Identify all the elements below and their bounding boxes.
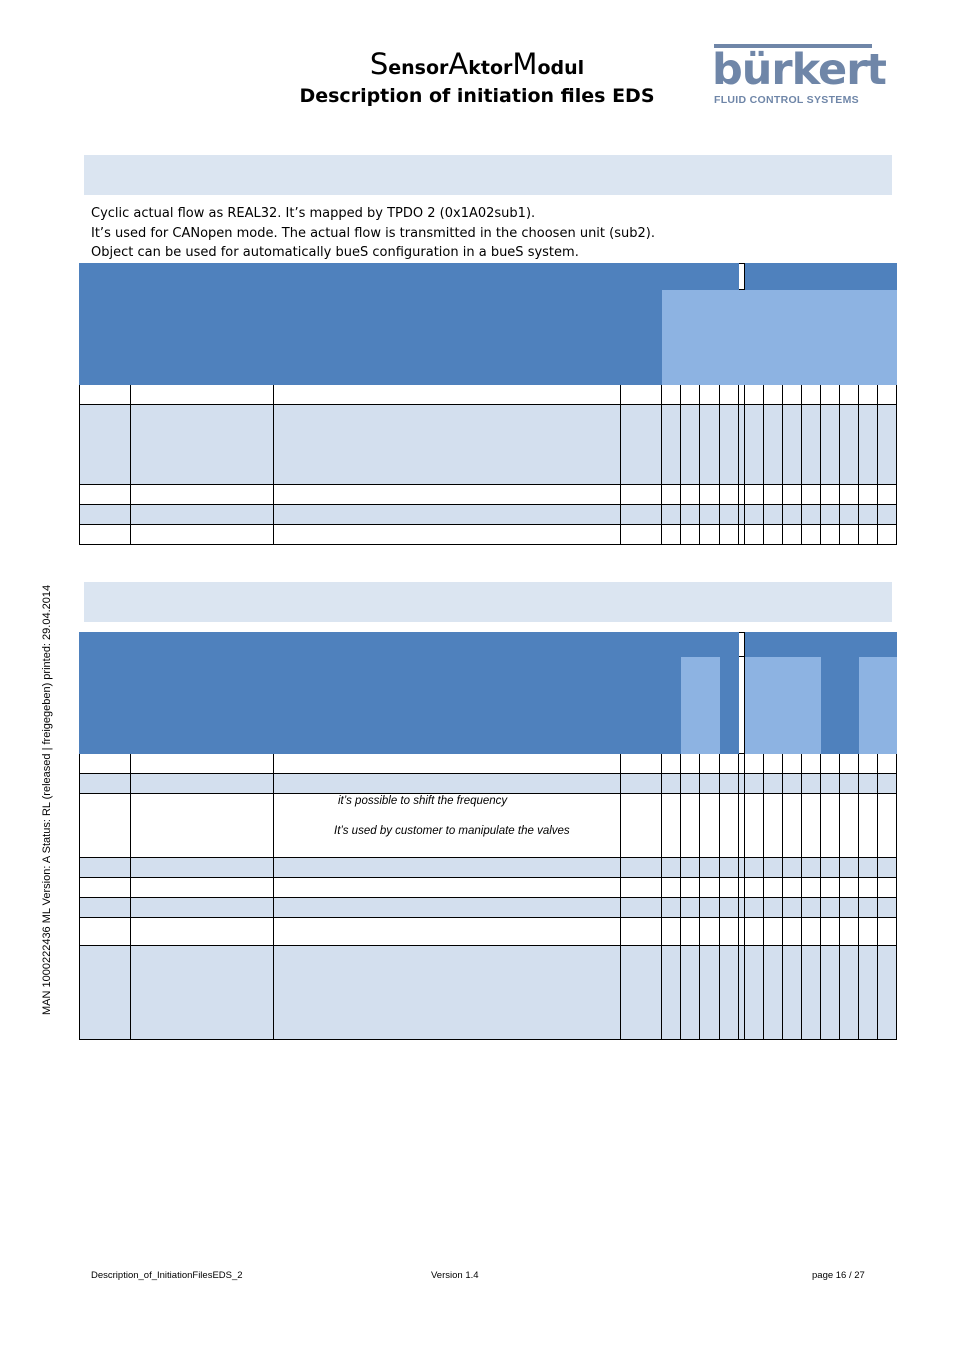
table-cell xyxy=(681,525,700,545)
table-cell xyxy=(877,794,896,858)
table-cell xyxy=(744,794,763,858)
table-cell xyxy=(681,858,700,878)
table-cell xyxy=(763,946,782,1040)
table-cell xyxy=(700,794,719,858)
header-cell xyxy=(621,633,662,754)
table-row xyxy=(80,505,897,525)
intro-line: It’s used for CANopen mode. The actual flow is transmitted in the choosen unit (sub2). xyxy=(91,225,655,241)
table-cell xyxy=(719,946,738,1040)
table-cell xyxy=(621,754,662,774)
table-row xyxy=(80,405,897,485)
footer-version: Version 1.4 xyxy=(431,1270,479,1281)
table-cell xyxy=(839,878,858,898)
table-cell xyxy=(858,657,877,754)
table-cell xyxy=(839,385,858,405)
table-cell xyxy=(839,918,858,946)
table-cell xyxy=(700,946,719,1040)
burkert-logo xyxy=(712,42,886,106)
table-cell xyxy=(801,405,820,485)
table-cell xyxy=(662,525,681,545)
table-cell xyxy=(763,385,782,405)
table-row xyxy=(80,858,897,878)
table-cell xyxy=(274,525,621,545)
table-cell xyxy=(839,858,858,878)
table-cell xyxy=(719,657,738,754)
table-cell xyxy=(621,858,662,878)
table-row xyxy=(80,525,897,545)
table-cell xyxy=(782,657,801,754)
table-cell xyxy=(820,657,839,754)
table-cell xyxy=(681,754,700,774)
table-cell xyxy=(763,405,782,485)
table-cell xyxy=(801,485,820,505)
table-cell xyxy=(877,657,896,754)
table-cell xyxy=(782,754,801,774)
table-cell xyxy=(744,918,763,946)
table-cell xyxy=(274,754,621,774)
table-cell xyxy=(621,794,662,858)
table-cell xyxy=(80,754,131,774)
table-cell xyxy=(877,858,896,878)
title-line-2: Description of initiation files EDS xyxy=(299,85,655,107)
document-status-text: MAN 1000222436 ML Version: A Status: RL (released | freigegeben) printed: 29.04.2014 xyxy=(41,584,53,1015)
table-cell xyxy=(131,505,274,525)
table-cell xyxy=(662,946,681,1040)
table-cell xyxy=(274,858,621,878)
table-cell xyxy=(763,898,782,918)
footer-page-number: page 16 / 27 xyxy=(812,1270,865,1281)
table-cell xyxy=(763,858,782,878)
header-group-cell xyxy=(744,264,896,290)
table-cell xyxy=(700,657,719,754)
table-cell xyxy=(681,385,700,405)
table-cell xyxy=(801,505,820,525)
table-row xyxy=(80,774,897,794)
table-cell xyxy=(681,918,700,946)
table-cell xyxy=(820,485,839,505)
table-cell xyxy=(801,878,820,898)
table-cell xyxy=(274,385,621,405)
table-cell xyxy=(877,946,896,1040)
table-cell xyxy=(719,774,738,794)
logo-word: bürkert xyxy=(712,45,886,95)
table-cell xyxy=(801,794,820,858)
table-cell xyxy=(80,794,131,858)
table-cell xyxy=(782,385,801,405)
table-cell xyxy=(700,898,719,918)
table-cell xyxy=(131,385,274,405)
table-cell xyxy=(744,525,763,545)
table-cell xyxy=(80,525,131,545)
table-cell xyxy=(700,405,719,485)
document-title xyxy=(230,46,724,110)
table-cell xyxy=(621,946,662,1040)
table-cell xyxy=(782,485,801,505)
table-cell xyxy=(820,858,839,878)
table-cell xyxy=(80,946,131,1040)
section-band-2 xyxy=(84,582,892,622)
table-cell xyxy=(80,858,131,878)
table-cell xyxy=(681,898,700,918)
table-cell xyxy=(681,405,700,485)
table-row xyxy=(80,485,897,505)
table-cell xyxy=(80,774,131,794)
header-group-cell xyxy=(662,633,738,657)
table-cell xyxy=(858,918,877,946)
header-row xyxy=(80,264,897,290)
table-cell xyxy=(877,878,896,898)
table-cell xyxy=(744,505,763,525)
table-cell xyxy=(719,505,738,525)
header-cell xyxy=(131,264,274,385)
table-cell xyxy=(782,946,801,1040)
table-cell xyxy=(782,918,801,946)
table-cell xyxy=(839,505,858,525)
table-cell xyxy=(131,774,274,794)
header-cell xyxy=(80,264,131,385)
table-cell xyxy=(820,525,839,545)
table-row xyxy=(80,898,897,918)
table-cell xyxy=(681,794,700,858)
table-note: It’s used by customer to manipulate the valves xyxy=(334,825,570,837)
table-cell xyxy=(80,505,131,525)
table-cell xyxy=(839,946,858,1040)
table-cell xyxy=(131,754,274,774)
object-table-1 xyxy=(79,263,897,545)
table-cell xyxy=(877,918,896,946)
table-cell xyxy=(858,505,877,525)
table-cell xyxy=(274,946,621,1040)
table-cell xyxy=(621,525,662,545)
table-cell xyxy=(801,946,820,1040)
table-cell xyxy=(621,485,662,505)
table-cell xyxy=(662,918,681,946)
logo-subtitle: FLUID CONTROL SYSTEMS xyxy=(714,94,859,106)
table-cell xyxy=(131,485,274,505)
table-cell xyxy=(820,946,839,1040)
table-cell xyxy=(858,794,877,858)
table-cell xyxy=(662,505,681,525)
table-cell xyxy=(877,774,896,794)
table-cell xyxy=(877,485,896,505)
table-cell xyxy=(839,754,858,774)
table-cell xyxy=(80,898,131,918)
table-cell xyxy=(820,878,839,898)
table-cell xyxy=(131,858,274,878)
table-cell xyxy=(877,525,896,545)
header-cell xyxy=(80,633,131,754)
table-note: it’s possible to shift the frequency xyxy=(338,795,508,807)
table-cell xyxy=(839,405,858,485)
table-cell xyxy=(858,525,877,545)
header-cell xyxy=(274,633,621,754)
table-cell xyxy=(274,505,621,525)
table-cell xyxy=(621,878,662,898)
table-cell xyxy=(877,405,896,485)
table-cell xyxy=(719,878,738,898)
table-cell xyxy=(820,405,839,485)
table-cell xyxy=(744,657,763,754)
table-cell xyxy=(681,946,700,1040)
table-cell xyxy=(700,385,719,405)
table-cell xyxy=(719,385,738,405)
table-cell xyxy=(744,946,763,1040)
table-cell xyxy=(858,385,877,405)
table-cell xyxy=(662,485,681,505)
table-cell xyxy=(782,878,801,898)
table-cell xyxy=(662,657,681,754)
intro-line: Cyclic actual flow as REAL32. It’s mapped by TPDO 2 (0x1A02sub1). xyxy=(91,206,536,221)
table-cell xyxy=(782,774,801,794)
table-cell xyxy=(820,918,839,946)
table-cell xyxy=(662,898,681,918)
table-cell xyxy=(131,918,274,946)
table-cell xyxy=(700,485,719,505)
table-cell xyxy=(662,794,681,858)
table-cell xyxy=(839,794,858,858)
header-group-cell xyxy=(662,264,738,290)
table-cell xyxy=(820,774,839,794)
table-cell xyxy=(621,774,662,794)
table-cell xyxy=(744,405,763,485)
table-cell xyxy=(719,485,738,505)
table-cell xyxy=(131,878,274,898)
table-cell xyxy=(274,405,621,485)
table-cell xyxy=(621,898,662,918)
table-cell xyxy=(621,405,662,485)
table-cell xyxy=(801,898,820,918)
table-cell xyxy=(763,754,782,774)
table-cell xyxy=(662,405,681,485)
table-cell xyxy=(719,754,738,774)
table-cell xyxy=(700,525,719,545)
table-cell xyxy=(858,774,877,794)
table-cell xyxy=(877,385,896,405)
header-cell xyxy=(131,633,274,754)
table-row xyxy=(80,385,897,405)
table-cell xyxy=(877,505,896,525)
table-cell xyxy=(719,858,738,878)
table-cell xyxy=(877,898,896,918)
footer-filename: Description_of_InitiationFilesEDS_2 xyxy=(91,1270,243,1281)
table-cell xyxy=(801,525,820,545)
table-cell xyxy=(681,505,700,525)
table-row xyxy=(80,754,897,774)
table-cell xyxy=(763,485,782,505)
table-cell xyxy=(744,774,763,794)
table-cell xyxy=(858,878,877,898)
table-cell xyxy=(839,657,858,754)
table-cell xyxy=(80,405,131,485)
table-cell xyxy=(820,794,839,858)
header-row xyxy=(80,633,897,657)
table-cell xyxy=(621,385,662,405)
table-cell xyxy=(782,525,801,545)
table-cell xyxy=(744,485,763,505)
table-cell xyxy=(820,754,839,774)
table-cell xyxy=(763,657,782,754)
header-sub-cell xyxy=(662,290,897,385)
table-row xyxy=(80,946,897,1040)
table-cell xyxy=(801,918,820,946)
table-cell xyxy=(681,774,700,794)
table-cell xyxy=(744,754,763,774)
table-cell xyxy=(782,405,801,485)
table-cell xyxy=(719,898,738,918)
table-cell xyxy=(782,898,801,918)
table-cell xyxy=(763,774,782,794)
table-cell xyxy=(719,525,738,545)
table-cell xyxy=(662,858,681,878)
table-cell xyxy=(820,385,839,405)
table-cell xyxy=(621,505,662,525)
table-cell xyxy=(858,946,877,1040)
table-cell xyxy=(763,918,782,946)
title-line-1: SensorAktorModul xyxy=(369,47,585,81)
table-cell xyxy=(801,858,820,878)
section-band-1 xyxy=(84,155,892,195)
table-cell xyxy=(839,774,858,794)
table-cell xyxy=(131,946,274,1040)
table-cell xyxy=(80,485,131,505)
intro-text xyxy=(91,204,655,263)
table-row xyxy=(80,918,897,946)
table-cell xyxy=(858,754,877,774)
table-row xyxy=(80,878,897,898)
table-cell xyxy=(681,485,700,505)
table-cell xyxy=(763,525,782,545)
header-cell xyxy=(621,264,662,385)
table-cell xyxy=(131,405,274,485)
table-cell xyxy=(700,505,719,525)
table-cell xyxy=(719,918,738,946)
table-cell xyxy=(700,774,719,794)
table-cell xyxy=(274,898,621,918)
header-group-cell xyxy=(744,633,896,657)
table-cell xyxy=(744,385,763,405)
table-cell xyxy=(700,918,719,946)
table-cell xyxy=(801,754,820,774)
table-cell xyxy=(719,405,738,485)
table-cell xyxy=(858,405,877,485)
table-cell xyxy=(662,878,681,898)
table-cell xyxy=(621,918,662,946)
table-cell xyxy=(274,485,621,505)
table-cell xyxy=(80,918,131,946)
table-cell xyxy=(80,878,131,898)
table-cell xyxy=(820,505,839,525)
table-cell xyxy=(839,898,858,918)
table-cell xyxy=(782,794,801,858)
table-cell xyxy=(681,878,700,898)
table-cell xyxy=(839,525,858,545)
table-cell xyxy=(700,858,719,878)
table-cell xyxy=(274,878,621,898)
table-cell xyxy=(839,485,858,505)
table-cell xyxy=(744,878,763,898)
table-cell xyxy=(763,794,782,858)
table-cell xyxy=(801,774,820,794)
table-cell xyxy=(763,505,782,525)
table-cell xyxy=(700,754,719,774)
table-cell xyxy=(801,657,820,754)
table-cell xyxy=(858,898,877,918)
table-cell xyxy=(131,525,274,545)
table-cell xyxy=(858,485,877,505)
table-cell xyxy=(782,858,801,878)
table-cell xyxy=(763,878,782,898)
table-cell xyxy=(700,878,719,898)
table-cell xyxy=(80,385,131,405)
table-cell xyxy=(662,754,681,774)
table-cell xyxy=(274,918,621,946)
table-cell xyxy=(274,774,621,794)
table-cell xyxy=(681,657,700,754)
table-cell xyxy=(820,898,839,918)
table-cell xyxy=(719,794,738,858)
table-cell xyxy=(801,385,820,405)
table-cell xyxy=(131,898,274,918)
table-cell xyxy=(877,754,896,774)
table-cell xyxy=(131,794,274,858)
intro-line: Object can be used for automatically bueS configuration in a bueS system. xyxy=(91,245,579,260)
table-cell xyxy=(782,505,801,525)
table-cell xyxy=(662,385,681,405)
table-cell xyxy=(744,898,763,918)
header-cell xyxy=(274,264,621,385)
table-cell xyxy=(858,858,877,878)
table-cell xyxy=(662,774,681,794)
table-cell xyxy=(744,858,763,878)
